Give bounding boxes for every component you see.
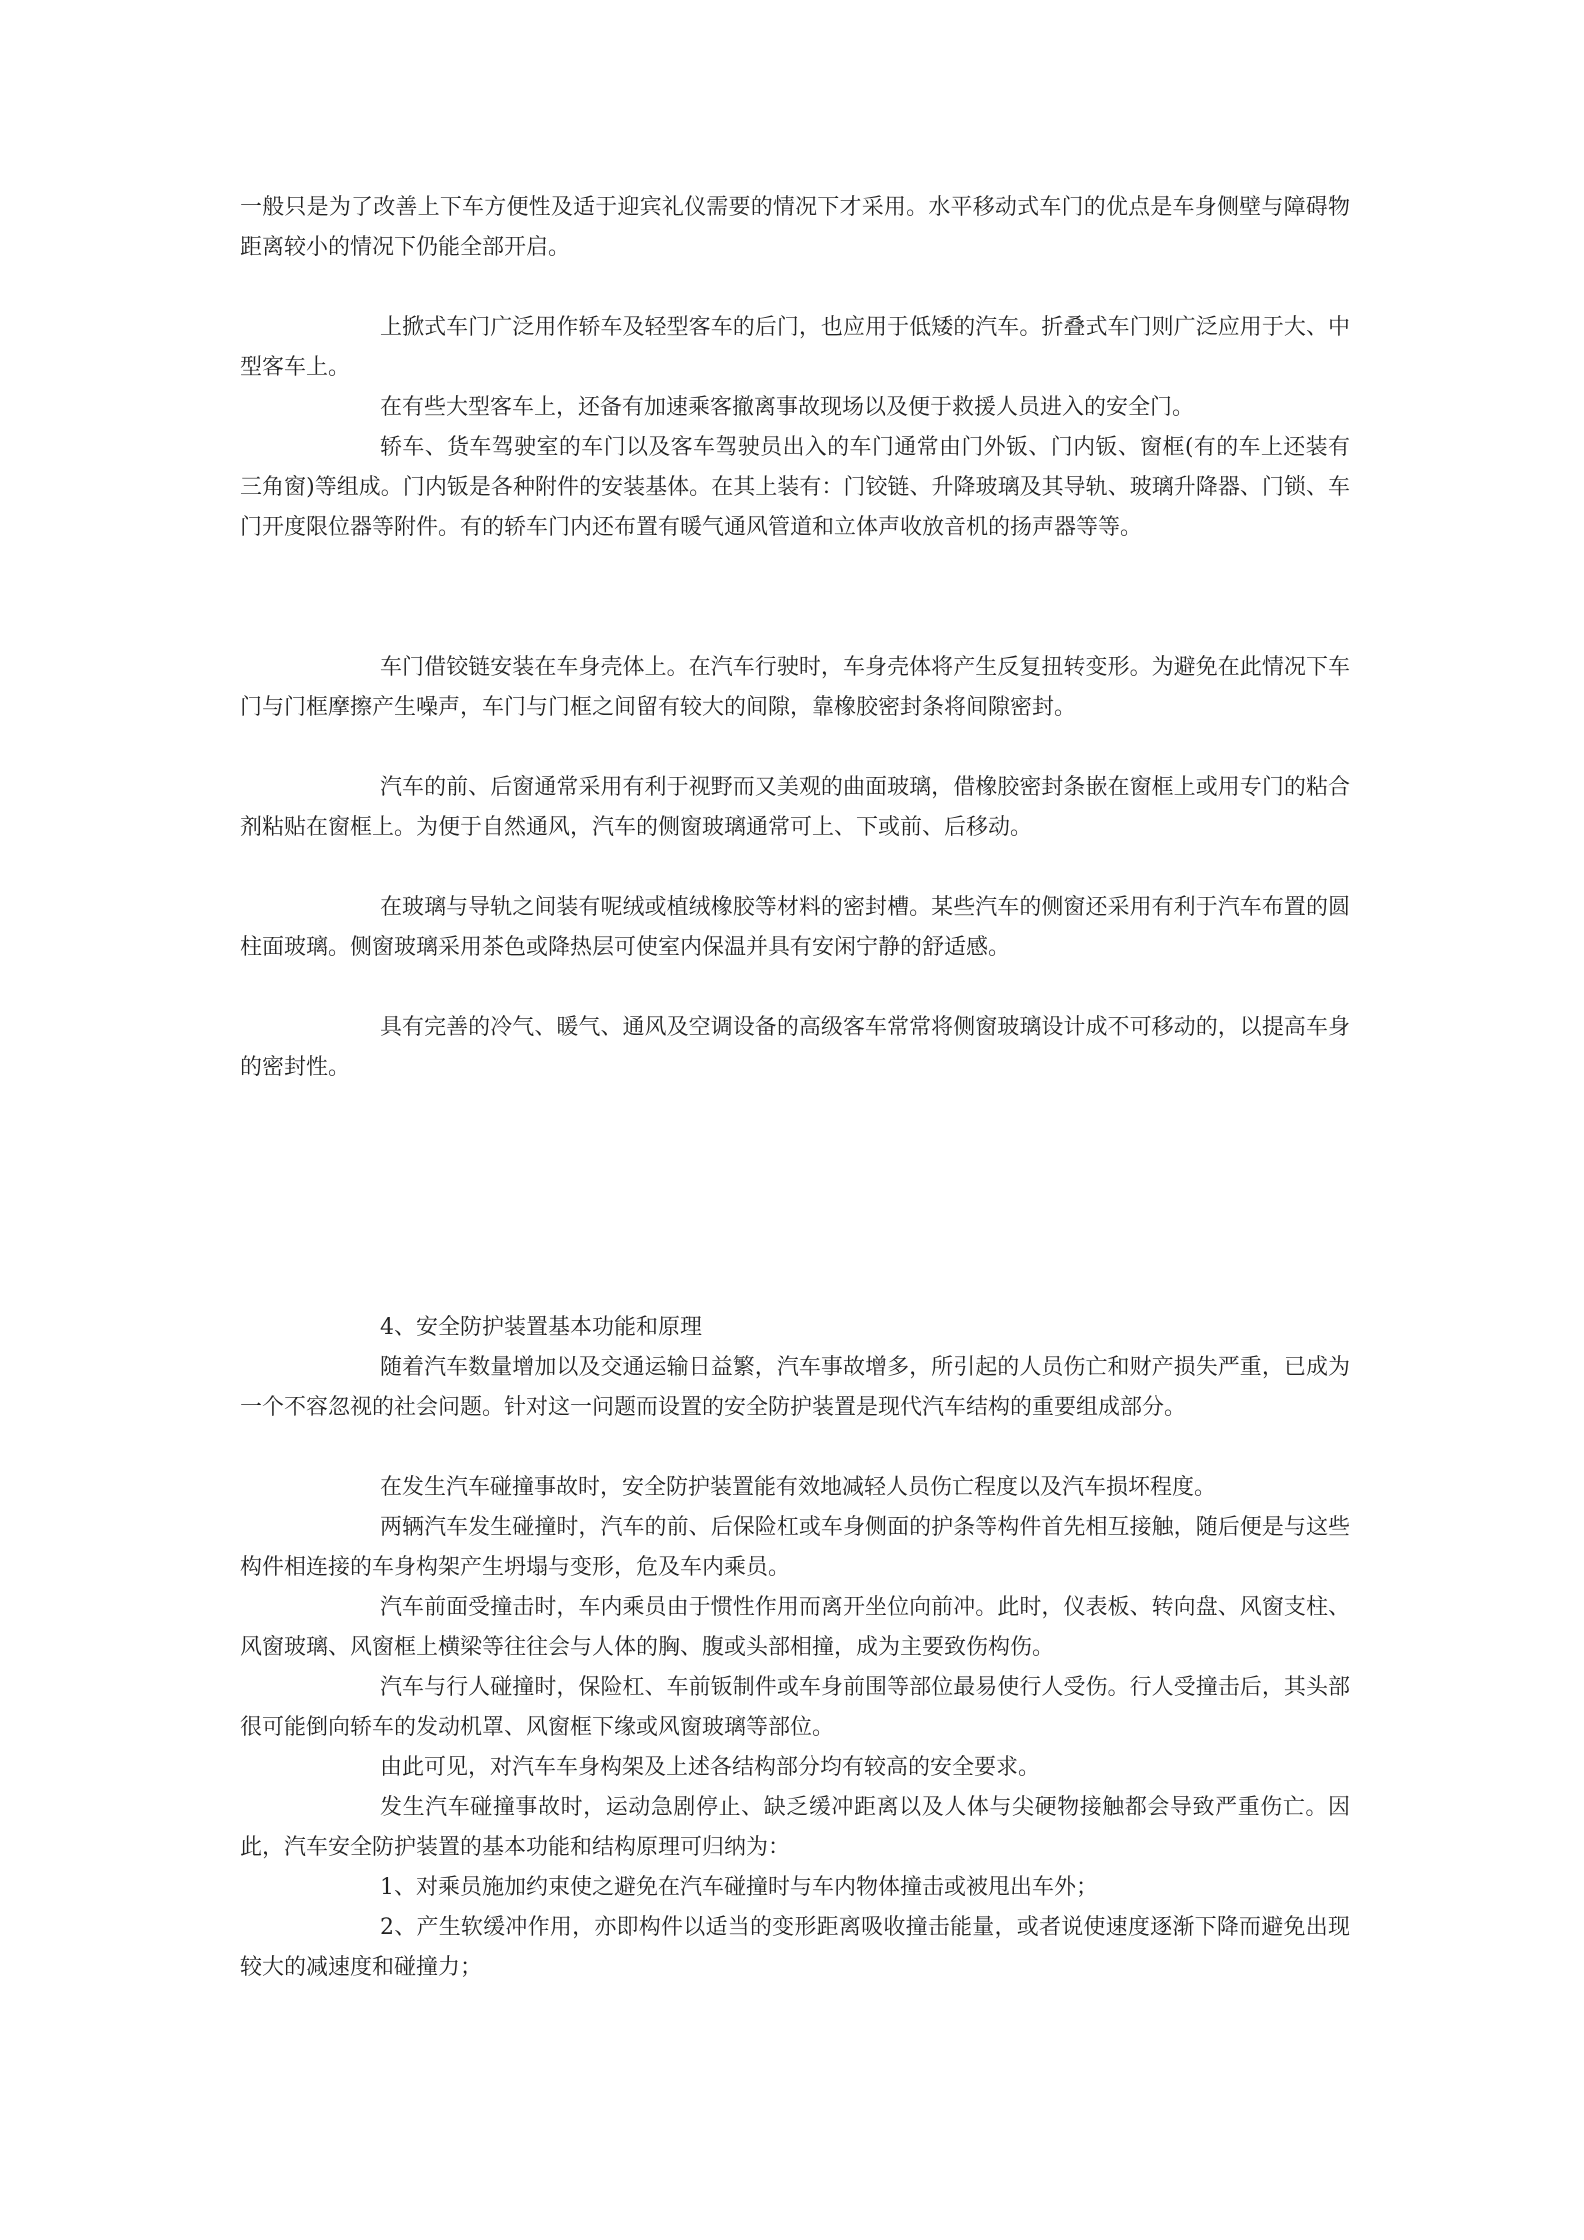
section-heading: 4、安全防护装置基本功能和原理 xyxy=(380,1315,702,1340)
paragraph-windshield-glass: 汽车的前、后窗通常采用有利于视野而又美观的曲面玻璃，借橡胶密封条嵌在窗框上或用专门的粘合剂粘贴在窗框上。为便于自然通风，汽车的侧窗玻璃通常可上、下或前、后移动。 xyxy=(240,775,1350,840)
paragraph-basic-functions: 发生汽车碰撞事故时，运动急剧停止、缺乏缓冲距离以及人体与尖硬物接触都会导致严重伤亡。因此，汽车安全防护装置的基本功能和结构原理可归纳为： xyxy=(240,1795,1350,1860)
paragraph-frontal-impact: 汽车前面受撞击时，车内乘员由于惯性作用而离开坐位向前冲。此时，仪表板、转向盘、风窗支柱、风窗玻璃、风窗框上横梁等往往会与人体的胸、腹或头部相撞，成为主要致伤构伤。 xyxy=(240,1595,1350,1660)
paragraph-two-car-collision: 两辆汽车发生碰撞时，汽车的前、后保险杠或车身侧面的护条等构件首先相互接触，随后便是与这些构件相连接的车身构架产生坍塌与变形，危及车内乘员。 xyxy=(240,1515,1350,1580)
paragraph-fixed-side-window: 具有完善的冷气、暖气、通风及空调设备的高级客车常常将侧窗玻璃设计成不可移动的，以提高车身的密封性。 xyxy=(240,1015,1350,1080)
paragraph-glass-seal-channel: 在玻璃与导轨之间装有呢绒或植绒橡胶等材料的密封槽。某些汽车的侧窗还采用有利于汽车布置的圆柱面玻璃。侧窗玻璃采用茶色或降热层可使室内保温并具有安闲宁静的舒适感。 xyxy=(240,895,1350,960)
list-item-1: 1、对乘员施加约束使之避免在汽车碰撞时与车内物体撞击或被甩出车外； xyxy=(380,1875,1098,1900)
list-item-2: 2、产生软缓冲作用，亦即构件以适当的变形距离吸收撞击能量，或者说使速度逐渐下降而避免出现较大的减速度和碰撞力； xyxy=(240,1915,1350,1980)
paragraph-liftgate-folding-door: 上掀式车门广泛用作轿车及轻型客车的后门，也应用于低矮的汽车。折叠式车门则广泛应用于大、中型客车上。 xyxy=(240,315,1350,380)
paragraph-emergency-door: 在有些大型客车上，还备有加速乘客撤离事故现场以及便于救援人员进入的安全门。 xyxy=(380,395,1195,420)
paragraph-door-hinge-seal: 车门借铰链安装在车身壳体上。在汽车行驶时，车身壳体将产生反复扭转变形。为避免在此情况下车门与门框摩擦产生噪声，车门与门框之间留有较大的间隙，靠橡胶密封条将间隙密封。 xyxy=(240,655,1350,720)
paragraph-door-usage: 一般只是为了改善上下车方便性及适于迎宾礼仪需要的情况下才采用。水平移动式车门的优点是车身侧壁与障碍物距离较小的情况下仍能全部开启。 xyxy=(240,195,1350,260)
paragraph-accident-background: 随着汽车数量增加以及交通运输日益繁，汽车事故增多，所引起的人员伤亡和财产损失严重，已成为一个不容忽视的社会问题。针对这一问题而设置的安全防护装置是现代汽车结构的重要组成部分。 xyxy=(240,1355,1350,1420)
paragraph-pedestrian-impact: 汽车与行人碰撞时，保险杠、车前钣制件或车身前围等部位最易使行人受伤。行人受撞击后，其头部很可能倒向轿车的发动机罩、风窗框下缘或风窗玻璃等部位。 xyxy=(240,1675,1350,1740)
paragraph-door-structure: 轿车、货车驾驶室的车门以及客车驾驶员出入的车门通常由门外钣、门内钣、窗框(有的车上还装有三角窗)等组成。门内钣是各种附件的安装基体。在其上装有：门铰链、升降玻璃及其导轨、玻璃升降器、门锁、车门开度限位器等附件。有的轿车门内还布置有暖气通风管道和立体声收放音机的扬声器等等。 xyxy=(240,435,1350,540)
paragraph-safety-requirements: 由此可见，对汽车车身构架及上述各结构部分均有较高的安全要求。 xyxy=(380,1755,1041,1780)
paragraph-safety-device-effect: 在发生汽车碰撞事故时，安全防护装置能有效地减轻人员伤亡程度以及汽车损坏程度。 xyxy=(380,1475,1217,1500)
